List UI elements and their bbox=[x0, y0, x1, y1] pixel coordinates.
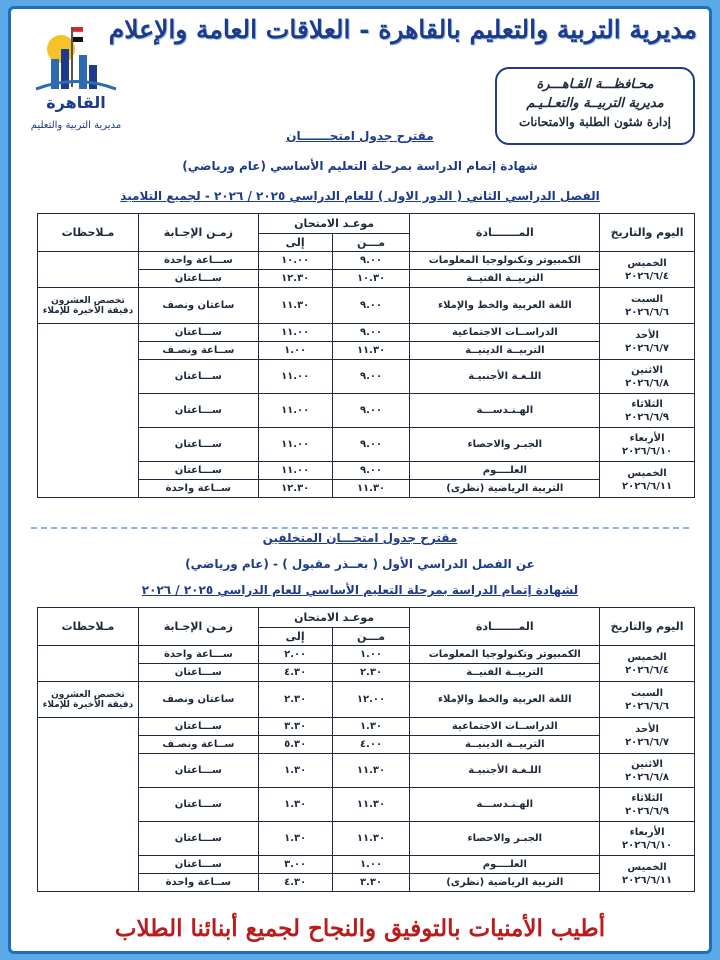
from-cell: ٩.٠٠ bbox=[332, 428, 410, 462]
day-name: الأحد bbox=[635, 329, 659, 341]
day-name: الأربعاء bbox=[629, 826, 665, 838]
section1-title: مقترح جدول امتحـــــــان bbox=[286, 129, 434, 143]
col-subject-header: المـــــــادة bbox=[410, 608, 600, 646]
duration-cell: ســـاعتان bbox=[138, 754, 258, 788]
col-to-header: إلى bbox=[258, 628, 332, 646]
duration-cell: ساعتان ونصف bbox=[138, 288, 258, 324]
day-cell bbox=[600, 754, 695, 788]
col-duration-header: زمـن الإجـابة bbox=[138, 608, 258, 646]
from-cell: ٣.٣٠ bbox=[332, 874, 410, 892]
duration-cell: ســـاعتان bbox=[138, 324, 258, 342]
day-date: ٢٠٢٦/٦/٧ bbox=[625, 342, 670, 354]
subject-cell: العلــــوم bbox=[410, 462, 600, 480]
notes-cell-empty bbox=[38, 252, 139, 288]
duration-cell: ســـاعتان bbox=[138, 856, 258, 874]
from-cell: ١١.٣٠ bbox=[332, 788, 410, 822]
day-name: الأحد bbox=[635, 723, 659, 735]
from-cell: ٤.٠٠ bbox=[332, 736, 410, 754]
day-date: ٢٠٢٦/٦/٧ bbox=[625, 736, 670, 748]
day-cell bbox=[600, 718, 695, 754]
subject-cell: الدراســات الاجتماعية bbox=[410, 718, 600, 736]
from-cell: ٩.٠٠ bbox=[332, 252, 410, 270]
notes-cell-empty bbox=[38, 324, 139, 498]
day-cell bbox=[600, 462, 695, 498]
duration-cell: ســـاعتان bbox=[138, 394, 258, 428]
duration-cell: ســـاعتان bbox=[138, 822, 258, 856]
day-name: الخميس bbox=[627, 257, 667, 269]
day-cell bbox=[600, 288, 695, 324]
day-cell bbox=[600, 646, 695, 682]
subject-cell: التربيــة الفنيــة bbox=[410, 664, 600, 682]
to-cell: ٢.٣٠ bbox=[258, 682, 332, 718]
day-name: الأربعاء bbox=[629, 432, 665, 444]
duration-cell: ســـاعتان bbox=[138, 270, 258, 288]
to-cell: ١١.٠٠ bbox=[258, 428, 332, 462]
day-date: ٢٠٢٦/٦/١٠ bbox=[622, 445, 673, 457]
to-cell: ١٢.٣٠ bbox=[258, 480, 332, 498]
to-cell: ١١.٠٠ bbox=[258, 462, 332, 480]
from-cell: ١.٠٠ bbox=[332, 646, 410, 664]
col-duration-header: زمـن الإجـابة bbox=[138, 214, 258, 252]
from-cell: ١.٣٠ bbox=[332, 718, 410, 736]
from-cell: ٩.٠٠ bbox=[332, 394, 410, 428]
col-notes-header: مـلاحظات bbox=[38, 608, 139, 646]
duration-cell: ســـاعتان bbox=[138, 462, 258, 480]
day-cell bbox=[600, 394, 695, 428]
to-cell: ٥.٣٠ bbox=[258, 736, 332, 754]
subject-cell: الدراســات الاجتماعية bbox=[410, 324, 600, 342]
notes-cell-empty bbox=[38, 718, 139, 892]
to-cell: ١.٣٠ bbox=[258, 754, 332, 788]
to-cell: ٤.٣٠ bbox=[258, 664, 332, 682]
day-name: الخميس bbox=[627, 861, 667, 873]
from-cell: ١٠.٣٠ bbox=[332, 270, 410, 288]
subject-cell: الهـنـدســـة bbox=[410, 394, 600, 428]
day-date: ٢٠٢٦/٦/١١ bbox=[622, 874, 673, 886]
subject-cell: التربيــة الفنيــة bbox=[410, 270, 600, 288]
day-date: ٢٠٢٦/٦/٩ bbox=[625, 805, 670, 817]
day-name: الاثنين bbox=[631, 758, 663, 770]
notes-cell-dictation: تخصص العشرون دقيقة الأخيرة للإملاء bbox=[38, 682, 139, 718]
col-notes-header: مـلاحظات bbox=[38, 214, 139, 252]
col-day-header: اليوم والتاريخ bbox=[600, 608, 695, 646]
section2-term: لشهادة إتمام الدراسة بمرحلة التعليم الأساسي للعام الدراسي ٢٠٢٥ / ٢٠٢٦ bbox=[141, 583, 579, 597]
section-divider bbox=[31, 527, 689, 529]
day-date: ٢٠٢٦/٦/٦ bbox=[625, 306, 670, 318]
subject-cell: التربية الرياضية (نظرى) bbox=[410, 480, 600, 498]
table-row bbox=[38, 324, 695, 342]
from-cell: ٩.٠٠ bbox=[332, 360, 410, 394]
col-from-header: مـــن bbox=[332, 234, 410, 252]
notes-cell-empty bbox=[38, 646, 139, 682]
page-banner: مديرية التربية والتعليم بالقاهرة - العلاقات العامة والإعلام bbox=[108, 15, 697, 44]
from-cell: ١١.٣٠ bbox=[332, 754, 410, 788]
to-cell: ٢.٠٠ bbox=[258, 646, 332, 664]
subject-cell: الكمبيوتر وتكنولوجيا المعلومات bbox=[410, 252, 600, 270]
duration-cell: ســـاعتان bbox=[138, 428, 258, 462]
day-date: ٢٠٢٦/٦/٦ bbox=[625, 700, 670, 712]
from-cell: ١١.٣٠ bbox=[332, 480, 410, 498]
from-cell: ١.٠٠ bbox=[332, 856, 410, 874]
to-cell: ١١.٣٠ bbox=[258, 288, 332, 324]
to-cell: ٣.٠٠ bbox=[258, 856, 332, 874]
duration-cell: ســاعة ونصـف bbox=[138, 736, 258, 754]
day-date: ٢٠٢٦/٦/٤ bbox=[625, 270, 670, 282]
subject-cell: اللـغـة الأجنبيـة bbox=[410, 754, 600, 788]
to-cell: ١٢.٣٠ bbox=[258, 270, 332, 288]
duration-cell: ســـاعتان bbox=[138, 718, 258, 736]
gov-line-3: إدارة شئون الطلبة والامتحانات bbox=[519, 115, 671, 129]
to-cell: ١٠.٠٠ bbox=[258, 252, 332, 270]
day-cell bbox=[600, 428, 695, 462]
section2-title: مقترح جدول امتحـــان المتخلفين bbox=[262, 531, 458, 545]
day-cell bbox=[600, 822, 695, 856]
to-cell: ٣.٣٠ bbox=[258, 718, 332, 736]
section2-subtitle: عن الفصل الدراسي الأول ( بعــذر مقبول ) - (عام ورياضي) bbox=[185, 557, 535, 571]
day-name: الخميس bbox=[627, 467, 667, 479]
to-cell: ١١.٠٠ bbox=[258, 360, 332, 394]
day-cell bbox=[600, 360, 695, 394]
subject-cell: اللغة العربية والخط والإملاء bbox=[410, 288, 600, 324]
day-cell bbox=[600, 324, 695, 360]
subject-cell: العلــــوم bbox=[410, 856, 600, 874]
subject-cell: اللغة العربية والخط والإملاء bbox=[410, 682, 600, 718]
col-from-header: مـــن bbox=[332, 628, 410, 646]
duration-cell: ســـاعتان bbox=[138, 360, 258, 394]
day-name: السبت bbox=[631, 293, 664, 305]
col-exam-time-header: موعـد الامتحان bbox=[258, 214, 410, 234]
duration-cell: ســاعة واحدة bbox=[138, 480, 258, 498]
table-row bbox=[38, 252, 695, 270]
to-cell: ٤.٣٠ bbox=[258, 874, 332, 892]
day-cell bbox=[600, 856, 695, 892]
from-cell: ١٢.٠٠ bbox=[332, 682, 410, 718]
day-name: السبت bbox=[631, 687, 664, 699]
day-date: ٢٠٢٦/٦/١٠ bbox=[622, 839, 673, 851]
duration-cell: ســـاعتان bbox=[138, 664, 258, 682]
table-row bbox=[38, 646, 695, 664]
day-cell bbox=[600, 788, 695, 822]
subject-cell: الكمبيوتر وتكنولوجيا المعلومات bbox=[410, 646, 600, 664]
day-name: الثلاثاء bbox=[631, 398, 663, 410]
from-cell: ٩.٠٠ bbox=[332, 288, 410, 324]
to-cell: ١١.٠٠ bbox=[258, 394, 332, 428]
exam-table-main bbox=[37, 213, 695, 498]
to-cell: ١.٣٠ bbox=[258, 788, 332, 822]
from-cell: ٩.٠٠ bbox=[332, 324, 410, 342]
gov-line-2: مديرية التربيــة والتعـلـيـم bbox=[526, 96, 664, 111]
from-cell: ٩.٠٠ bbox=[332, 462, 410, 480]
section1-subtitle: شهادة إتمام الدراسة بمرحلة التعليم الأساسي (عام ورياضي) bbox=[182, 159, 538, 173]
exam-table-makeup bbox=[37, 607, 695, 892]
col-day-header: اليوم والتاريخ bbox=[600, 214, 695, 252]
duration-cell: ســـاعة واحدة bbox=[138, 252, 258, 270]
col-subject-header: المـــــــادة bbox=[410, 214, 600, 252]
col-exam-time-header: موعـد الامتحان bbox=[258, 608, 410, 628]
day-cell bbox=[600, 682, 695, 718]
gov-line-1: محـافظـــة القـاهـــرة bbox=[536, 77, 654, 92]
document-frame bbox=[8, 6, 712, 954]
from-cell: ١١.٣٠ bbox=[332, 342, 410, 360]
duration-cell: ســاعة واحدة bbox=[138, 874, 258, 892]
from-cell: ٢.٣٠ bbox=[332, 664, 410, 682]
duration-cell: ساعتان ونصف bbox=[138, 682, 258, 718]
to-cell: ١.٣٠ bbox=[258, 822, 332, 856]
day-date: ٢٠٢٦/٦/٩ bbox=[625, 411, 670, 423]
subject-cell: التربيــة الدينيــة bbox=[410, 342, 600, 360]
table-row bbox=[38, 682, 695, 718]
day-name: الخميس bbox=[627, 651, 667, 663]
footer-wishes: أطيب الأمنيات بالتوفيق والنجاح لجميع أبنائنا الطلاب bbox=[114, 915, 606, 942]
table-row bbox=[38, 718, 695, 736]
duration-cell: ســـاعة واحدة bbox=[138, 646, 258, 664]
subject-cell: الجبـر والاحصاء bbox=[410, 428, 600, 462]
subject-cell: التربيــة الدينيــة bbox=[410, 736, 600, 754]
subject-cell: التربية الرياضية (نظرى) bbox=[410, 874, 600, 892]
day-cell bbox=[600, 252, 695, 288]
day-date: ٢٠٢٦/٦/٨ bbox=[625, 377, 670, 389]
notes-cell-dictation: تخصص العشرون دقيقة الأخيرة للإملاء bbox=[38, 288, 139, 324]
duration-cell: ســاعة ونصـف bbox=[138, 342, 258, 360]
logo-title: القاهرة bbox=[46, 93, 106, 112]
col-to-header: إلى bbox=[258, 234, 332, 252]
duration-cell: ســـاعتان bbox=[138, 788, 258, 822]
to-cell: ١.٠٠ bbox=[258, 342, 332, 360]
section1-term: الفصل الدراسي الثاني ( الدور الاول ) للعام الدراسي ٢٠٢٥ / ٢٠٢٦ - لجميع التلاميذ bbox=[120, 189, 600, 203]
day-date: ٢٠٢٦/٦/٨ bbox=[625, 771, 670, 783]
day-date: ٢٠٢٦/٦/٤ bbox=[625, 664, 670, 676]
day-name: الاثنين bbox=[631, 364, 663, 376]
subject-cell: اللـغـة الأجنبيـة bbox=[410, 360, 600, 394]
to-cell: ١١.٠٠ bbox=[258, 324, 332, 342]
day-name: الثلاثاء bbox=[631, 792, 663, 804]
subject-cell: الجبـر والاحصاء bbox=[410, 822, 600, 856]
from-cell: ١١.٣٠ bbox=[332, 822, 410, 856]
day-date: ٢٠٢٦/٦/١١ bbox=[622, 480, 673, 492]
logo-caption: مديرية التربية والتعليم bbox=[30, 120, 122, 131]
table-row bbox=[38, 288, 695, 324]
subject-cell: الهـنـدســـة bbox=[410, 788, 600, 822]
